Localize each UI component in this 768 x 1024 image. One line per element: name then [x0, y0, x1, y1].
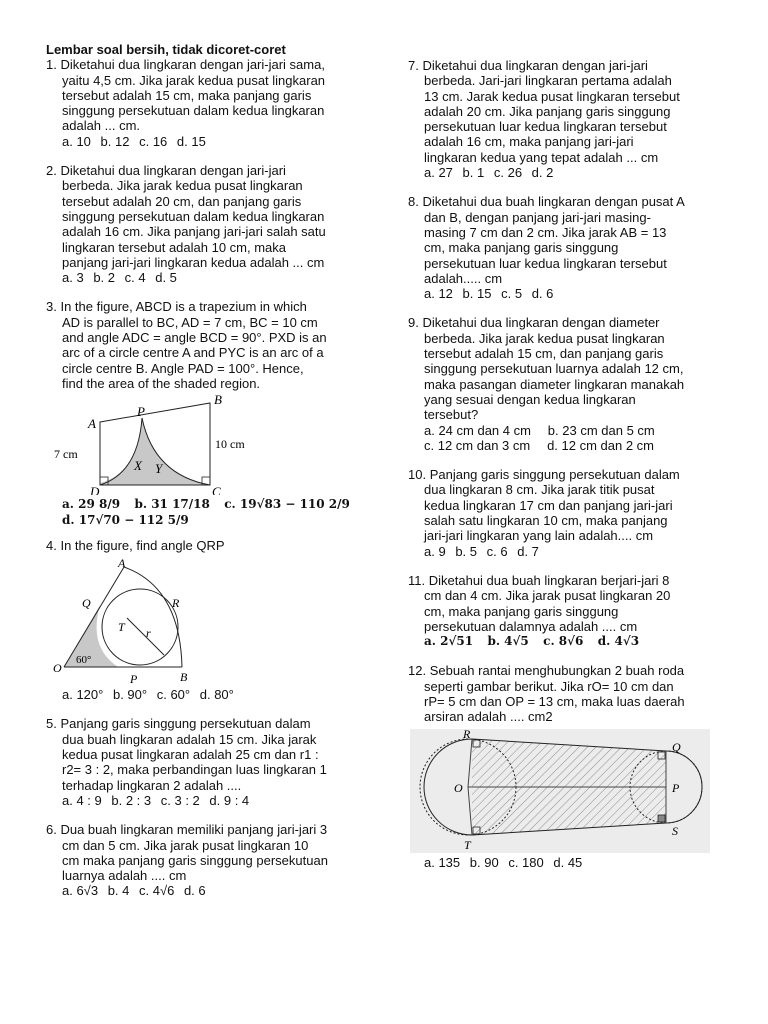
question-11: [408, 573, 726, 649]
left-column: [46, 42, 376, 913]
option[interactable]: c. 5: [501, 286, 523, 302]
option[interactable]: d. 4√3: [597, 634, 640, 649]
question-text: 1. Diketahui dua lingkaran dengan jari-jari sama, yaitu 4,5 cm. Jika jarak kedua pusat lingkaran tersebut adalah 15 cm, maka panjang garis singgung persekutuan dalam kedua lingkaran adalah ... cm.: [46, 57, 326, 134]
question-text: 10. Panjang garis singgung persekutuan dalam dua lingkaran 8 cm. Jika jarak titik pusat kedua lingkaran 17 cm dan panjang jari-jari salah satu lingkaran 10 cm, maka panjang jari-jari lingkaran yang lain adalah.... cm: [408, 467, 680, 544]
option[interactable]: a. 3: [62, 270, 84, 286]
option[interactable]: a. 2√51: [424, 634, 474, 649]
answer-options: [408, 423, 726, 438]
label-t: T: [118, 620, 125, 635]
label-p: P: [130, 672, 138, 686]
option[interactable]: d. 17√70 − 112 5/9: [62, 512, 189, 527]
label-angle: 60°: [76, 654, 92, 667]
answer-options: [408, 634, 726, 649]
option[interactable]: b. 23 cm dan 5 cm: [547, 422, 655, 438]
option[interactable]: b. 5: [455, 543, 477, 559]
option[interactable]: d. 6: [183, 883, 206, 899]
option[interactable]: a. 12: [424, 286, 453, 302]
question-7: [408, 58, 726, 180]
label-a: A: [118, 557, 126, 571]
option[interactable]: a. 24 cm dan 4 cm: [424, 422, 531, 438]
inscribed-circle: [102, 589, 178, 665]
option[interactable]: b. 15: [462, 286, 492, 302]
option[interactable]: b. 90: [469, 854, 499, 870]
option[interactable]: b. 12: [100, 133, 130, 149]
option[interactable]: b. 1: [462, 165, 485, 181]
circle-in-sector-figure: [52, 557, 232, 685]
answer-options: [46, 513, 376, 528]
option[interactable]: b. 4: [107, 883, 130, 899]
question-5: [46, 716, 376, 808]
option[interactable]: a. 29 8/9: [62, 497, 121, 512]
answer-options: [46, 134, 376, 149]
option[interactable]: d. 6: [531, 286, 554, 302]
label-r: R: [172, 596, 180, 611]
label-o: O: [53, 661, 62, 676]
option[interactable]: d. 5: [155, 270, 177, 286]
answer-options: [408, 855, 726, 870]
option[interactable]: a. 6√3: [62, 883, 99, 899]
question-12: [408, 663, 726, 869]
option[interactable]: c. 180: [508, 854, 544, 870]
label-s: S: [672, 823, 678, 838]
sheet-title: Lembar soal bersih, tidak dicoret-coret: [46, 42, 286, 57]
label-b: B: [214, 395, 222, 408]
question-text: 4. In the figure, find angle QRP: [46, 537, 225, 553]
option[interactable]: b. 31 17/18: [134, 497, 210, 512]
label-bc-length: 10 cm: [215, 437, 245, 452]
option[interactable]: d. 15: [176, 133, 206, 149]
option[interactable]: b. 4√5: [487, 634, 529, 649]
answer-options: [408, 286, 726, 301]
answer-options: [408, 165, 726, 180]
option[interactable]: c. 60°: [156, 687, 191, 703]
question-text: 12. Sebuah rantai menghubungkan 2 buah roda seperti gambar berikut. Jika rO= 10 cm dan rP= 5 cm dan OP = 13 cm, maka luas daerah arsiran adalah .... cm2: [408, 663, 685, 725]
label-t: T: [464, 837, 471, 852]
label-r: R: [463, 728, 471, 741]
label-c: C: [212, 484, 221, 496]
label-q: Q: [672, 739, 681, 754]
question-text: 6. Dua buah lingkaran memiliki panjang jari-jari 3 cm dan 5 cm. Jika jarak pusat lingkaran 10 cm maka panjang garis singgung persekutuan luarnya adalah .... cm: [46, 822, 328, 884]
option[interactable]: c. 26: [493, 165, 523, 181]
label-q: Q: [82, 596, 91, 611]
option[interactable]: c. 6: [486, 543, 508, 559]
option[interactable]: c. 3 : 2: [160, 792, 200, 808]
trapezium-figure: [54, 395, 274, 495]
option[interactable]: d. 2: [531, 165, 554, 181]
question-9: [408, 315, 726, 453]
question-8: [408, 194, 726, 301]
option[interactable]: b. 2 : 3: [111, 792, 152, 808]
option[interactable]: c. 12 cm dan 3 cm: [424, 437, 531, 453]
label-y: Y: [155, 461, 163, 477]
answer-options: [46, 793, 376, 808]
question-text: 7. Diketahui dua lingkaran dengan jari-jari berbeda. Jari-jari lingkaran pertama adalah 13 cm. Jarak kedua pusat lingkaran tersebut adalah 20 cm. Jika panjang garis singgung persekutuan luar kedua lingkaran tersebut adalah 16 cm, maka panjang jari-jari lingkaran kedua yang tepat adalah ... cm: [408, 58, 680, 165]
question-6: [46, 822, 376, 898]
option[interactable]: c. 8√6: [543, 634, 584, 649]
right-angle-s: [658, 815, 665, 822]
question-text: 5. Panjang garis singgung persekutuan dalam dua buah lingkaran adalah 15 cm. Jika jarak kedua pusat lingkaran adalah 25 cm dan r1 : r2= 3 : 2, maka perbandingan luas lingkaran 1 terhadap lingkaran 2 adalah ....: [46, 716, 327, 793]
label-b: B: [180, 670, 188, 685]
chain-wheels-figure: [410, 729, 710, 853]
answer-options: [408, 544, 726, 559]
option[interactable]: c. 4: [124, 270, 146, 286]
option[interactable]: a. 9: [424, 543, 446, 559]
option[interactable]: a. 27: [424, 165, 453, 181]
right-column: [408, 58, 726, 884]
question-text: 11. Diketahui dua buah lingkaran berjari-jari 8 cm dan 4 cm. Jika jarak pusat lingkaran 20 cm, maka panjang garis singgung persekutuan dalamnya adalah .... cm: [408, 572, 671, 634]
label-a: A: [88, 416, 96, 432]
question-text: 8. Diketahui dua buah lingkaran dengan pusat A dan B, dengan panjang jari-jari masing- masing 7 cm dan 2 cm. Jika jarak AB = 13 cm, maka panjang garis singgung persekutuan luar kedua lingkaran tersebut adalah..... cm: [408, 194, 685, 286]
question-4: [46, 538, 376, 703]
answer-options: [46, 270, 376, 285]
question-10: [408, 467, 726, 559]
option[interactable]: d. 9 : 4: [209, 792, 250, 808]
question-text: 2. Diketahui dua lingkaran dengan jari-jari berbeda. Jika jarak kedua pusat lingkaran tersebut adalah 20 cm, dan panjang garis singgung persekutuan dalam kedua lingkaran adalah 16 cm. Jika panjang jari-jari salah satu lingkaran tersebut adalah 10 cm, maka panjang jari-jari lingkaran kedua adalah ... cm: [46, 163, 326, 270]
option[interactable]: b. 2: [93, 270, 115, 286]
option[interactable]: a. 4 : 9: [62, 792, 102, 808]
answer-options: [46, 497, 376, 512]
option[interactable]: a. 10: [62, 133, 91, 149]
label-o: O: [454, 780, 463, 795]
option[interactable]: d. 12 cm dan 2 cm: [547, 437, 655, 453]
option[interactable]: a. 135: [424, 854, 461, 870]
label-p: P: [672, 780, 680, 795]
option[interactable]: d. 7: [517, 543, 539, 559]
question-text: 9. Diketahui dua lingkaran dengan diameter berbeda. Jika jarak kedua pusat lingkaran tersebut adalah 15 cm, dan panjang garis singgung persekutuan luarnya adalah 12 cm, maka pasangan diameter lingkaran manakah yang sesuai dengan kedua lingkaran tersebut?: [408, 315, 685, 423]
question-2: [46, 163, 376, 285]
label-x: X: [134, 458, 142, 474]
label-p: P: [137, 404, 145, 420]
label-d: D: [90, 484, 100, 496]
option[interactable]: c. 19√83 − 110 2/9: [224, 497, 350, 512]
question-3: [46, 299, 376, 527]
question-1: [46, 57, 376, 149]
label-ad-length: 7 cm: [54, 447, 78, 462]
label-r-radius: r: [146, 626, 151, 641]
option[interactable]: d. 80°: [199, 687, 234, 703]
option[interactable]: c. 16: [139, 133, 168, 149]
option[interactable]: d. 45: [553, 854, 583, 870]
option[interactable]: c. 4√6: [139, 883, 175, 899]
option[interactable]: b. 90°: [112, 687, 148, 703]
answer-options: [46, 883, 376, 898]
arc-ab: [124, 567, 182, 667]
answer-options: [46, 687, 376, 702]
option[interactable]: a. 120°: [62, 687, 104, 703]
question-text: 3. In the figure, ABCD is a trapezium in which AD is parallel to BC, AD = 7 cm, BC = 10 cm and angle ADC = angle BCD = 90°. PXD is an arc of a circle centre A and PYC is an arc of a circle centre B. Angle PAD = 100°. Hence, find the area of the shaded region.: [46, 299, 327, 391]
answer-options: [408, 438, 726, 453]
